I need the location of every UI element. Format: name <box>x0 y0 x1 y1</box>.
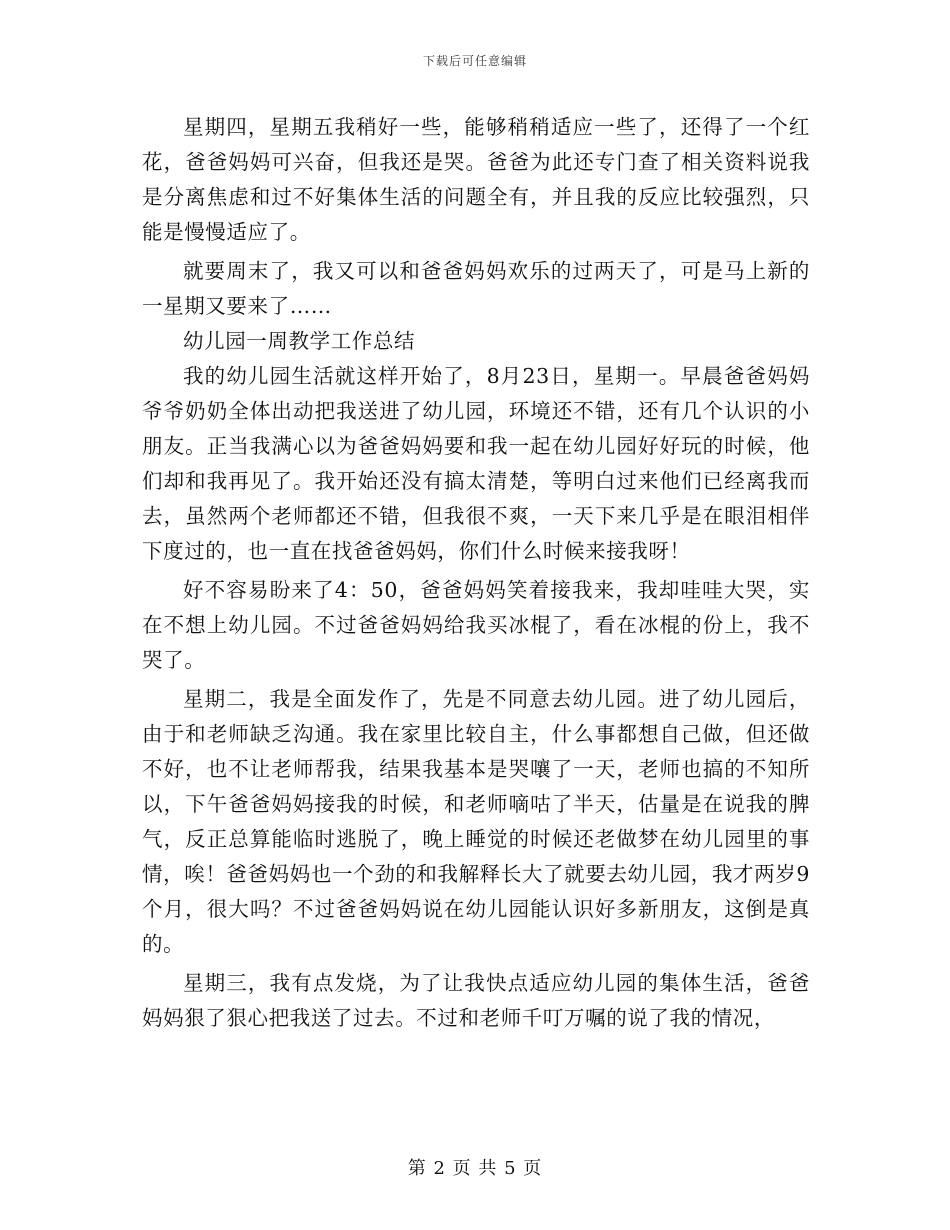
paragraph-monday: 我的幼儿园生活就这样开始了，8月23日，星期一。早晨爸爸妈妈爷爷奶奶全体出动把我送进了幼儿园，环境还不错，还有几个认识的小朋友。正当我满心以为爸爸妈妈要和我一起在幼儿园好好玩的时候，他们却和我再见了。我开始还没有搞太清楚，等明白过来他们已经离我而去，虽然两个老师都还不错，但我很不爽，一天下来几乎是在眼泪相伴下度过的，也一直在找爸爸妈妈，你们什么时候来接我呀！ <box>142 364 810 563</box>
paragraph-thursday-friday: 星期四，星期五我稍好一些，能够稍稍适应一些了，还得了一个红花，爸爸妈妈可兴奋，但我还是哭。爸爸为此还专门查了相关资料说我是分离焦虑和过不好集体生活的问题全有，并且我的反应比较强烈，只能是慢慢适应了。 <box>142 115 810 244</box>
page-number: 第 2 页 共 5 页 <box>407 1158 543 1179</box>
paragraph-wednesday: 星期三，我有点发烧，为了让我快点适应幼儿园的集体生活，爸爸妈妈狠了狠心把我送了过去。不过和老师千叮万嘱的说了我的情况， <box>142 971 810 1030</box>
paragraph-weekend: 就要周末了，我又可以和爸爸妈妈欢乐的过两天了，可是马上新的一星期又要来了…… <box>142 259 810 318</box>
section-title: 幼儿园一周教学工作总结 <box>183 329 416 353</box>
page-header-note: 下载后可任意编辑 <box>422 54 527 68</box>
document-body <box>142 110 810 1036</box>
paragraph-tuesday: 星期二，我是全面发作了，先是不同意去幼儿园。进了幼儿园后，由于和老师缺乏沟通。我在家里比较自主，什么事都想自己做，但还做不好，也不让老师帮我，结果我基本是哭嚷了一天，老师也搞的不知所以，下午爸爸妈妈接我的时候，和老师嘀咕了半天，估量是在说我的脾气，反正总算能临时逃脱了，晚上睡觉的时候还老做梦在幼儿园里的事情，唉！爸爸妈妈也一个劲的和我解释长大了就要去幼儿园，我才两岁9个月，很大吗？不过爸爸妈妈说在幼儿园能认识好多新朋友，这倒是真的。 <box>142 687 810 956</box>
paragraph-pickup: 好不容易盼来了4：50，爸爸妈妈笑着接我来，我却哇哇大哭，实在不想上幼儿园。不过爸爸妈妈给我买冰棍了，看在冰棍的份上，我不哭了。 <box>142 578 810 672</box>
